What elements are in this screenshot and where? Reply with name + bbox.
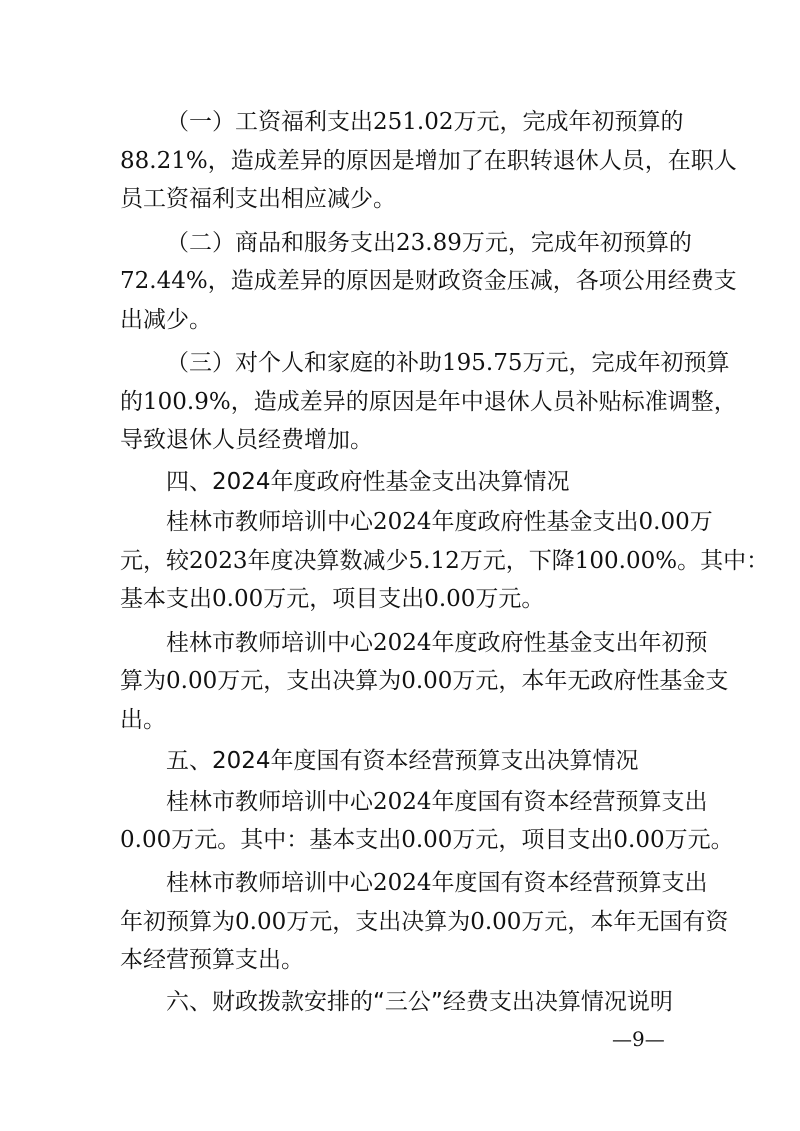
paragraph-6-line-1: 桂林市教师培训中心2024年度国有资本经营预算支出 [166, 789, 708, 815]
paragraph-5-line-2: 算为0.00万元，支出决算为0.00万元，本年无政府性基金支 [120, 668, 729, 694]
paragraph-3-line-3: 导致退休人员经费增加。 [120, 427, 373, 453]
paragraph-7-line-1: 桂林市教师培训中心2024年度国有资本经营预算支出 [166, 870, 708, 896]
paragraph-4-line-3: 基本支出0.00万元，项目支出0.00万元。 [120, 586, 545, 612]
paragraph-3-line-2: 的100.9%，造成差异的原因是年中退休人员补贴标准调整， [120, 389, 737, 415]
paragraph-2-line-3: 出减少。 [120, 307, 212, 333]
section-heading-5: 五、2024年度国有资本经营预算支出决算情况 [166, 748, 639, 774]
paragraph-1-line-3: 员工资福利支出相应减少。 [120, 186, 396, 212]
paragraph-1-line-2: 88.21%，造成差异的原因是增加了在职转退休人员，在职人 [120, 148, 737, 174]
paragraph-2-line-1: （二）商品和服务支出23.89万元，完成年初预算的 [166, 230, 692, 256]
paragraph-6-line-2: 0.00万元。其中：基本支出0.00万元，项目支出0.00万元。 [120, 827, 734, 853]
paragraph-1-line-1: （一）工资福利支出251.02万元，完成年初预算的 [166, 109, 684, 135]
page-number: —9— [612, 1027, 665, 1051]
paragraph-2-line-2: 72.44%，造成差异的原因是财政资金压减，各项公用经费支 [120, 268, 737, 294]
paragraph-5-line-3: 出。 [120, 707, 166, 733]
paragraph-7-line-2: 年初预算为0.00万元，支出决算为0.00万元，本年无国有资 [120, 909, 729, 935]
paragraph-7-line-3: 本经营预算支出。 [120, 947, 304, 973]
paragraph-3-line-1: （三）对个人和家庭的补助195.75万元，完成年初预算 [166, 350, 730, 376]
section-heading-6: 六、财政拨款安排的“三公”经费支出决算情况说明 [166, 989, 673, 1015]
paragraph-4-line-1: 桂林市教师培训中心2024年度政府性基金支出0.00万 [166, 509, 713, 535]
paragraph-4-line-2: 元，较2023年度决算数减少5.12万元，下降100.00%。其中： [120, 548, 770, 574]
section-heading-4: 四、2024年度政府性基金支出决算情况 [166, 469, 570, 495]
paragraph-5-line-1: 桂林市教师培训中心2024年度政府性基金支出年初预 [166, 630, 708, 656]
